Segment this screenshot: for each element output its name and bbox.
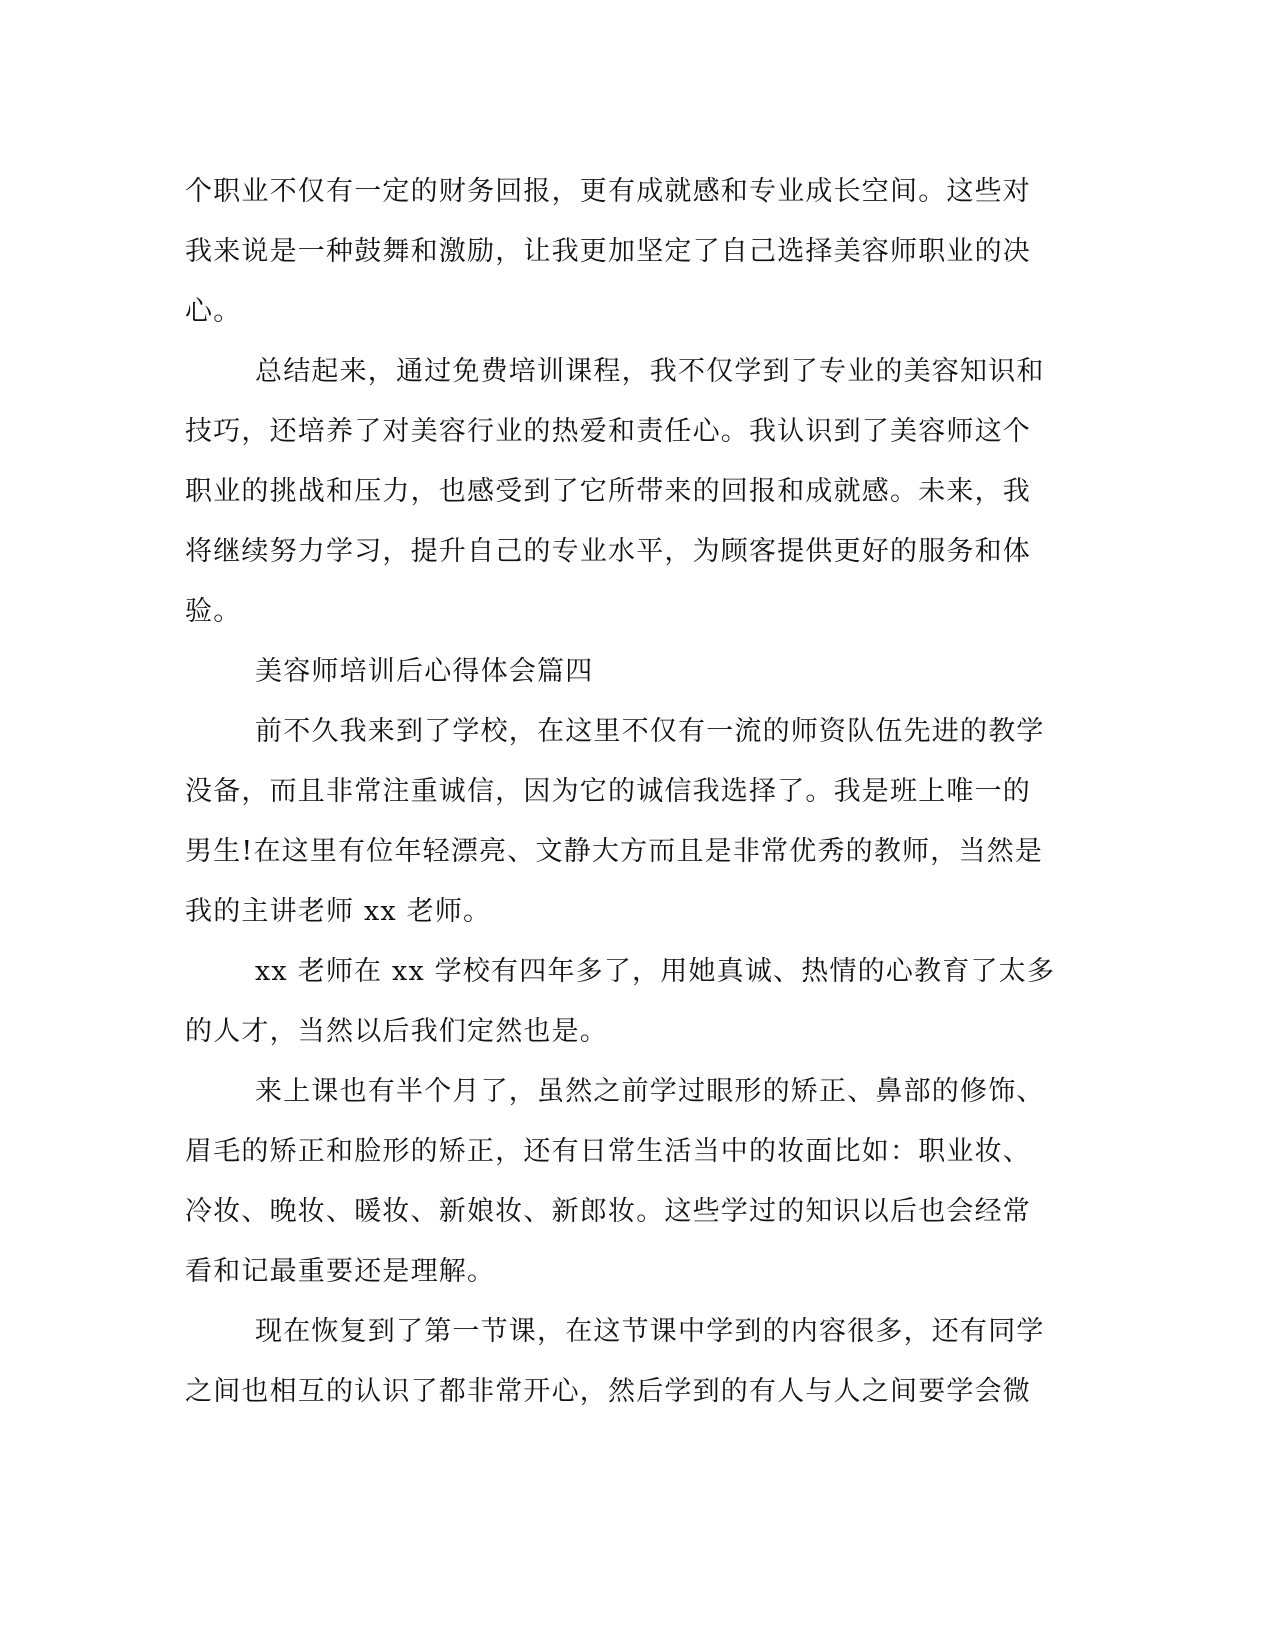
text-line: 来上课也有半个月了，虽然之前学过眼形的矫正、鼻部的修饰、 (255, 1076, 1045, 1107)
text-line: 没备，而且非常注重诚信，因为它的诚信我选择了。我是班上唯一的 (185, 776, 1031, 807)
paragraph (185, 162, 1065, 342)
text-line: 的人才，当然以后我们定然也是。 (185, 1016, 608, 1047)
text-line: 我的主讲老师 xx 老师。 (185, 896, 492, 927)
text-line: 现在恢复到了第一节课，在这节课中学到的内容很多，还有同学 (255, 1316, 1045, 1347)
paragraph (185, 1302, 1065, 1422)
paragraph (185, 342, 1065, 642)
text-line: 心。 (185, 296, 242, 327)
text-line: 眉毛的矫正和脸形的矫正，还有日常生活当中的妆面比如：职业妆、 (185, 1136, 1031, 1167)
text-line: 技巧，还培养了对美容行业的热爱和责任心。我认识到了美容师这个 (185, 416, 1031, 447)
paragraph (185, 702, 1065, 942)
paragraph (185, 942, 1065, 1062)
text-line: 个职业不仅有一定的财务回报，更有成就感和专业成长空间。这些对 (185, 176, 1031, 207)
paragraph (185, 1062, 1065, 1302)
text-line: 男生!在这里有位年轻漂亮、文静大方而且是非常优秀的教师，当然是 (185, 836, 1044, 867)
text-line: 验。 (185, 596, 242, 627)
text-line: 总结起来，通过免费培训课程，我不仅学到了专业的美容知识和 (255, 356, 1045, 387)
heading-text: 美容师培训后心得体会篇四 (255, 656, 594, 687)
text-line: 冷妆、晚妆、暖妆、新娘妆、新郎妆。这些学过的知识以后也会经常 (185, 1196, 1031, 1227)
text-line: 前不久我来到了学校，在这里不仅有一流的师资队伍先进的教学 (255, 716, 1045, 747)
text-line: 我来说是一种鼓舞和激励，让我更加坚定了自己选择美容师职业的决 (185, 236, 1031, 267)
text-line: 职业的挑战和压力，也感受到了它所带来的回报和成就感。未来，我 (185, 476, 1031, 507)
text-line: 将继续努力学习，提升自己的专业水平，为顾客提供更好的服务和体 (185, 536, 1031, 567)
section-heading (185, 642, 1065, 702)
text-line: 看和记最重要还是理解。 (185, 1256, 496, 1287)
text-line: xx 老师在 xx 学校有四年多了，用她真诚、热情的心教育了太多 (255, 956, 1056, 987)
document-body (185, 162, 1065, 1422)
text-line: 之间也相互的认识了都非常开心，然后学到的有人与人之间要学会微 (185, 1376, 1031, 1407)
